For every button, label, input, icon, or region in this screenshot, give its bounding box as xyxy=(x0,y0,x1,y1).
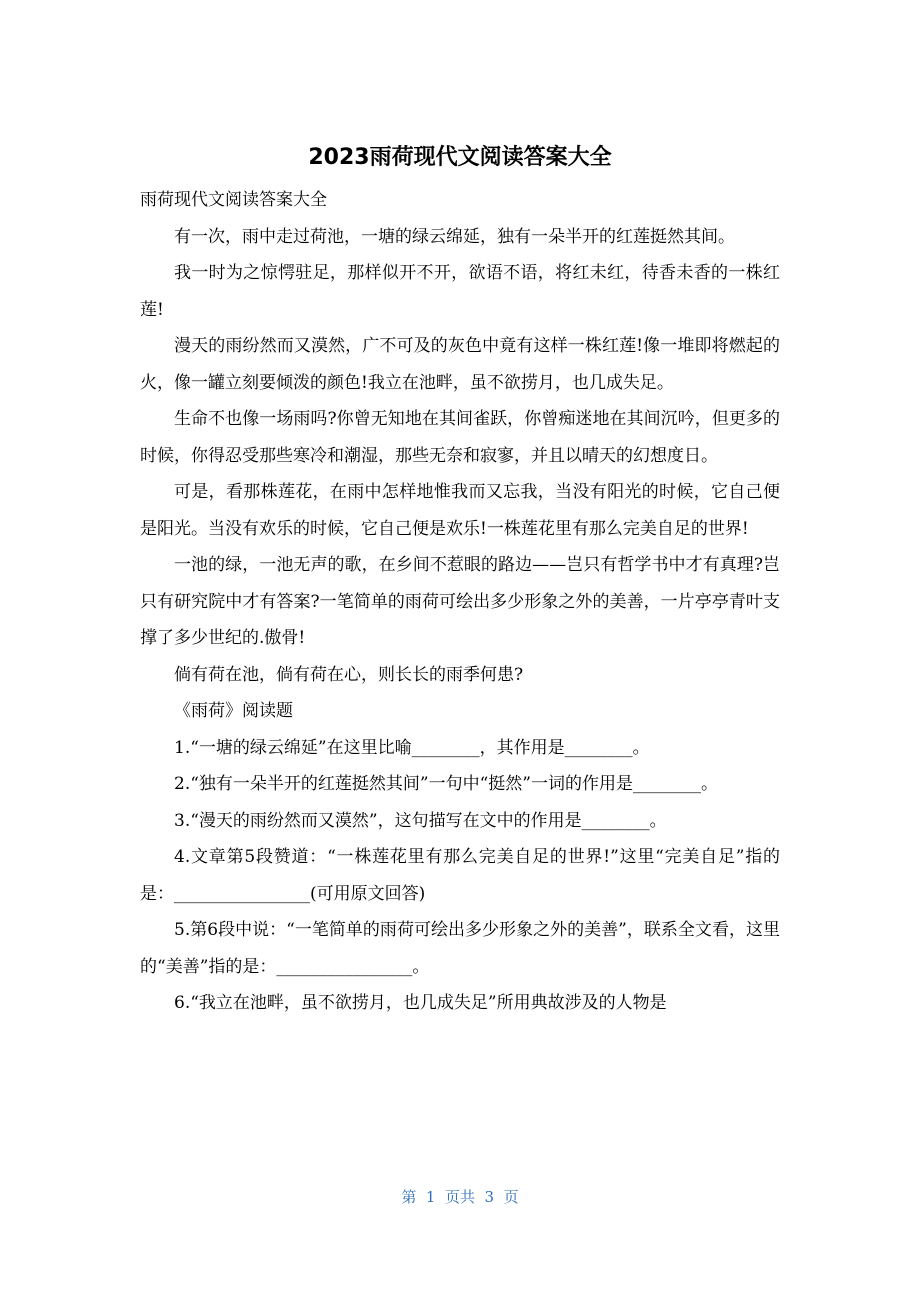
page-number-footer: 第 1 页共 3 页 xyxy=(401,1188,519,1206)
question-item: 3.“漫天的雨纷然而又漠然”，这句描写在文中的作用是________。 xyxy=(174,810,667,831)
section-heading: 《雨荷》阅读题 xyxy=(174,701,293,721)
paragraph: 有一次，雨中走过荷池，一塘的绿云绵延，独有一朵半开的红莲挺然其间。 xyxy=(174,226,735,247)
paragraph: 一池的绿，一池无声的歌，在乡间不惹眼的路边——岂只有哲学书中才有真理?岂只有研究院中才有答案?一笔简单的雨荷可绘出多少形象之外的美善，一片亭亭青叶支撑了多少世纪的.傲骨! xyxy=(140,555,780,648)
document-title: 2023雨荷现代文阅读答案大全 xyxy=(308,145,612,170)
paragraph: 我一时为之惊愕驻足，那样似开不开，欲语不语，将红未红，待香未香的一株红莲! xyxy=(140,263,780,320)
document-subtitle: 雨荷现代文阅读答案大全 xyxy=(140,190,327,210)
paragraph: 倘有荷在池，倘有荷在心，则长长的雨季何患? xyxy=(174,664,524,685)
question-item: 6.“我立在池畔，虽不欲捞月，也几成失足”所用典故涉及的人物是 xyxy=(174,993,667,1013)
question-item: 2.“独有一朵半开的红莲挺然其间”一句中“挺然”一词的作用是________。 xyxy=(174,774,718,794)
paragraph: 可是，看那株莲花，在雨中怎样地惟我而又忘我，当没有阳光的时候，它自己便是阳光。当没有欢乐的时候，它自己便是欢乐!一株莲花里有那么完美自足的世界! xyxy=(140,482,780,539)
document-body xyxy=(140,182,780,1022)
question-item: 1.“一塘的绿云绵延”在这里比喻________，其作用是________。 xyxy=(174,737,650,758)
paragraph: 生命不也像一场雨吗?你曾无知地在其间雀跃，你曾痴迷地在其间沉吟，但更多的时候，你得忍受那些寒冷和潮湿，那些无奈和寂寥，并且以晴天的幻想度日。 xyxy=(140,409,780,466)
question-item: 5.第6段中说：“一笔简单的雨荷可绘出多少形象之外的美善”，联系全文看，这里的“美善”指的是：________________。 xyxy=(140,920,780,977)
paragraph: 漫天的雨纷然而又漠然，广不可及的灰色中竟有这样一株红莲!像一堆即将燃起的火，像一罐立刻要倾泼的颜色!我立在池畔，虽不欲捞月，也几成失足。 xyxy=(140,336,780,393)
question-item: 4.文章第5段赞道：“一株莲花里有那么完美自足的世界!”这里“完美自足”指的是：________________(可用原文回答) xyxy=(140,847,780,904)
